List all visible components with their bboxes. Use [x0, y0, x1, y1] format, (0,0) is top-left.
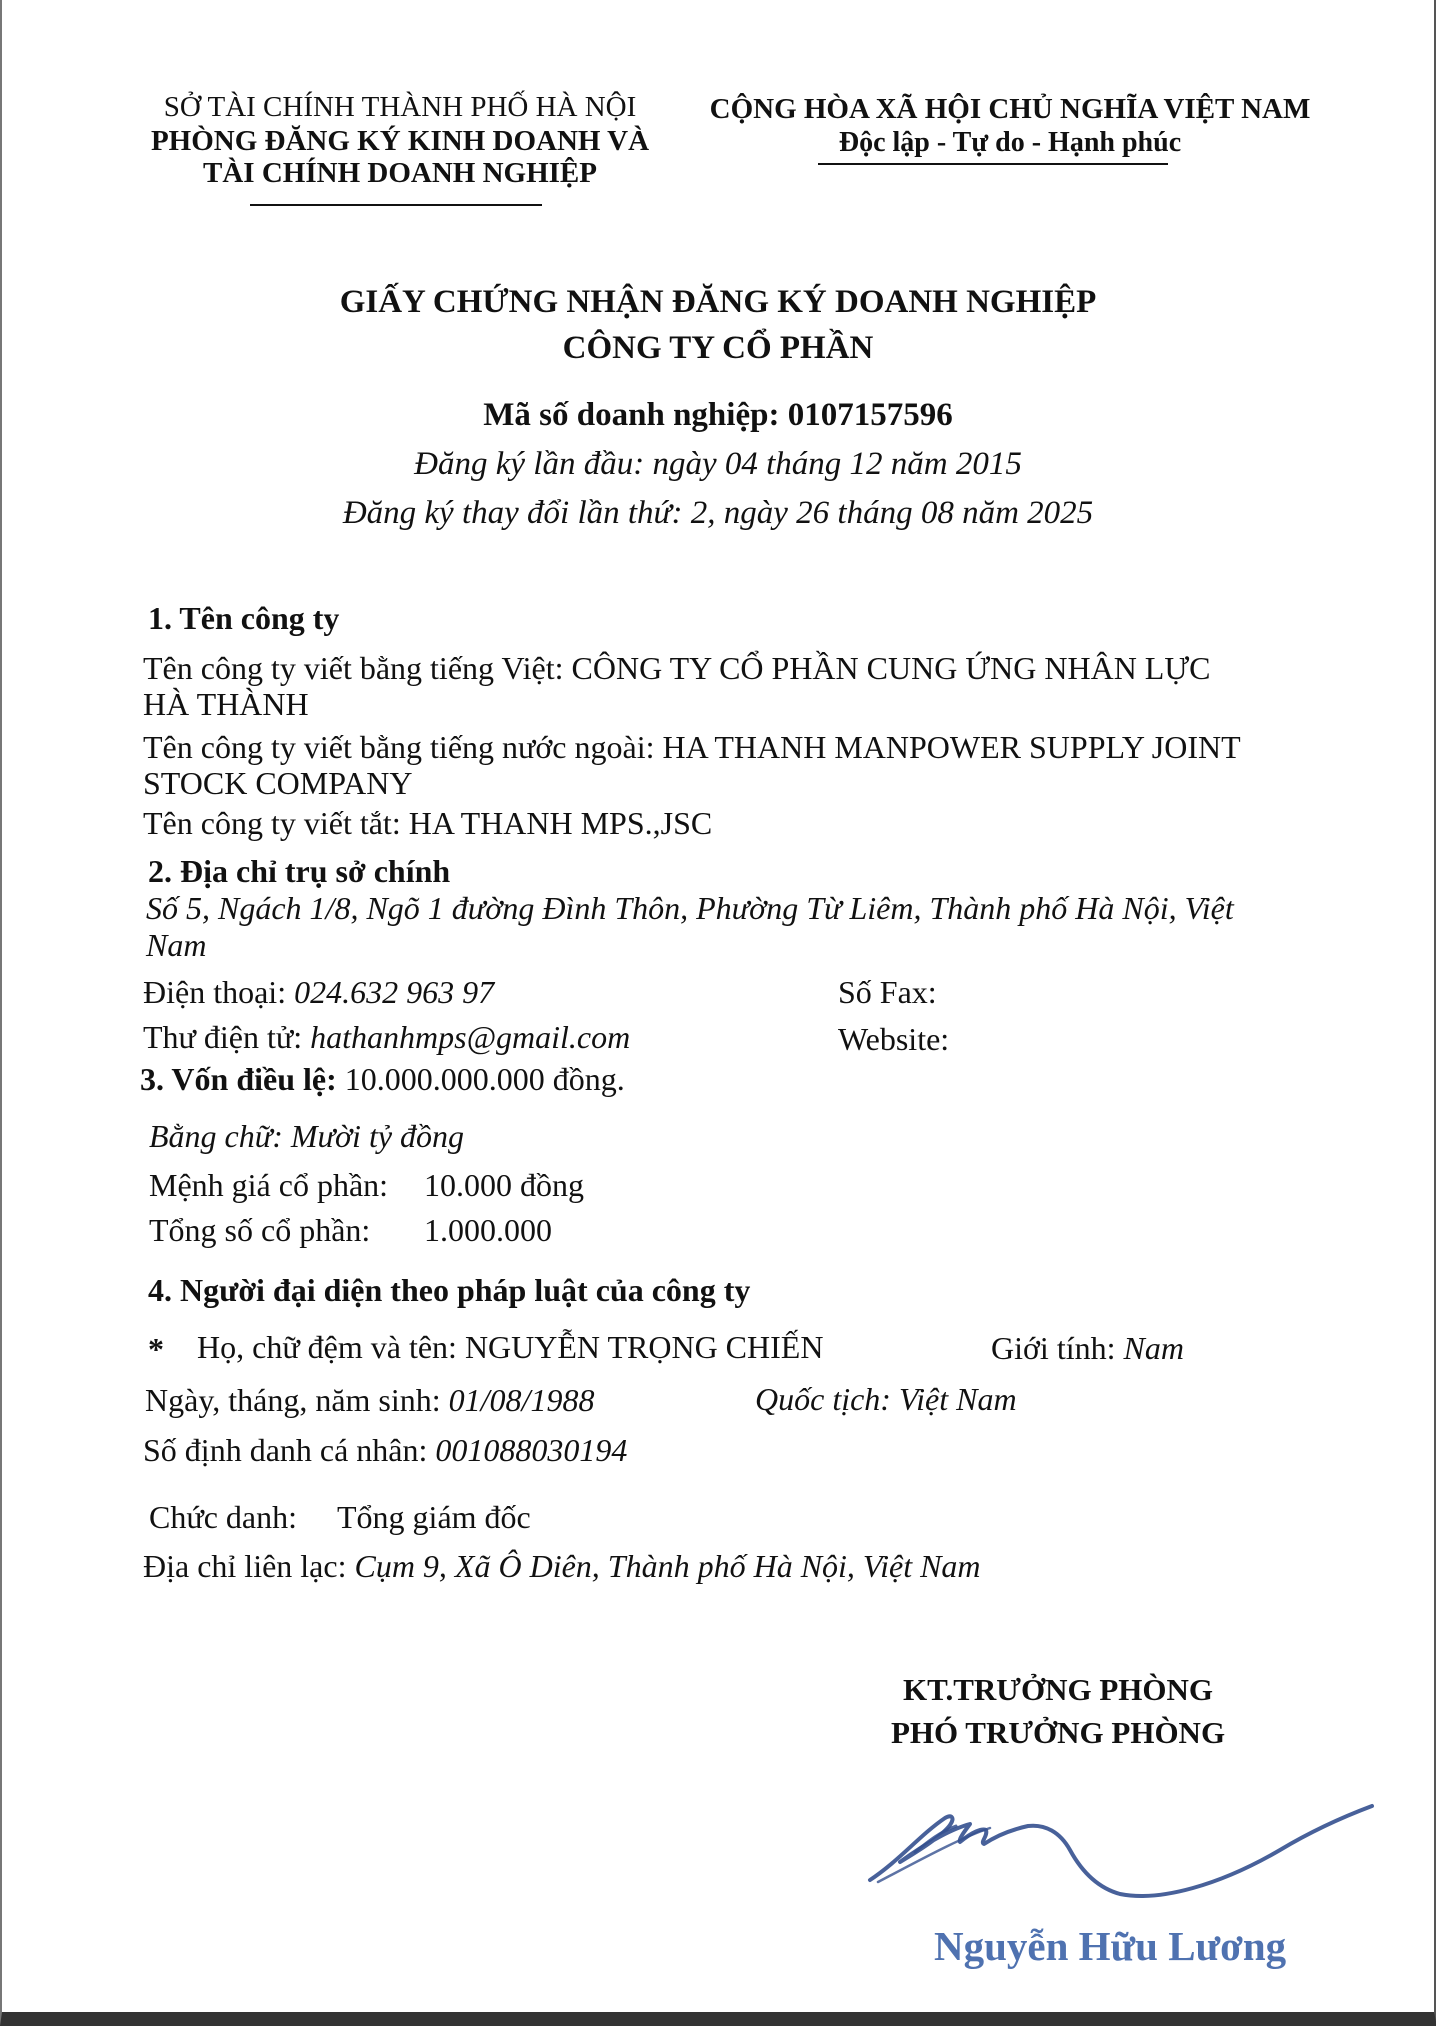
gender-value: Nam [1123, 1330, 1184, 1366]
issuer-department [140, 90, 660, 190]
personal-id-label: Số định danh cá nhân: [143, 1432, 436, 1468]
nationality: Quốc tịch: Việt Nam [755, 1381, 1017, 1417]
contact-address-value: Cụm 9, Xã Ô Diên, Thành phố Hà Nội, Việt Nam [354, 1548, 981, 1584]
gender-row [991, 1330, 1184, 1366]
position-label: Chức danh: [149, 1499, 297, 1535]
handwritten-signature [860, 1770, 1380, 1920]
section-1-heading: 1. Tên công ty [148, 600, 340, 636]
vietnamese-name-line-1: Tên công ty viết bằng tiếng Việt: CÔNG TY CỔ PHẦN CUNG ỨNG NHÂN LỰC [143, 650, 1211, 686]
document-subtitle: CÔNG TY CỔ PHẦN [562, 330, 874, 366]
charter-capital-value: 10.000.000.000 đồng. [336, 1061, 625, 1097]
capital-in-words: Bằng chữ: Mười tỷ đồng [149, 1118, 465, 1154]
document-title: GIẤY CHỨNG NHẬN ĐĂNG KÝ DOANH NGHIỆP [339, 284, 1097, 320]
motto-underline [818, 163, 1168, 165]
foreign-name-line-1: Tên công ty viết bằng tiếng nước ngoài: HA THANH MANPOWER SUPPLY JOINT [143, 729, 1241, 765]
phone-row [143, 974, 494, 1010]
issuer-line-2: PHÒNG ĐĂNG KÝ KINH DOANH VÀ [150, 125, 650, 157]
short-name: Tên công ty viết tắt: HA THANH MPS.,JSC [143, 805, 713, 841]
section-2-heading: 2. Địa chỉ trụ sở chính [148, 853, 451, 889]
vietnamese-name-line-2: HÀ THÀNH [143, 686, 309, 722]
personal-id-row [143, 1432, 627, 1468]
bullet-mark: * [148, 1331, 164, 1367]
head-office-address-line-1: Số 5, Ngách 1/8, Ngõ 1 đường Đình Thôn, Phường Từ Liêm, Thành phố Hà Nội, Việt [146, 890, 1234, 926]
fax-label: Số Fax: [838, 974, 937, 1010]
par-value-label: Mệnh giá cổ phần: [149, 1167, 389, 1203]
first-registration: Đăng ký lần đầu: ngày 04 tháng 12 năm 2015 [414, 446, 1022, 482]
signer-name: Nguyễn Hữu Lương [934, 1923, 1287, 1969]
enterprise-code: Mã số doanh nghiệp: 0107157596 [483, 397, 953, 433]
country-name: CỘNG HÒA XÃ HỘI CHỦ NGHĨA VIỆT NAM [709, 93, 1311, 125]
email-label: Thư điện tử: [143, 1019, 311, 1055]
issuer-line-3: TÀI CHÍNH DOANH NGHIỆP [203, 157, 597, 189]
change-registration: Đăng ký thay đổi lần thứ: 2, ngày 26 tháng 08 năm 2025 [342, 495, 1094, 531]
total-shares-value: 1.000.000 [424, 1212, 552, 1248]
email-row [143, 1019, 630, 1055]
national-header [690, 92, 1330, 160]
contact-address-label: Địa chỉ liên lạc: [143, 1548, 355, 1584]
representative-name: Họ, chữ đệm và tên: NGUYỄN TRỌNG CHIẾN [197, 1329, 824, 1365]
section-3-heading: 3. Vốn điều lệ: [140, 1061, 337, 1097]
dob-row [145, 1382, 594, 1418]
par-value: 10.000 đồng [424, 1167, 584, 1203]
gender-label: Giới tính: [991, 1330, 1124, 1366]
motto: Độc lập - Tự do - Hạnh phúc [838, 127, 1182, 158]
phone-label: Điện thoại: [143, 974, 295, 1010]
issuer-line-1: SỞ TÀI CHÍNH THÀNH PHỐ HÀ NỘI [163, 91, 637, 123]
charter-capital-row [140, 1061, 625, 1097]
phone-value: 024.632 963 97 [294, 974, 495, 1010]
dob-value: 01/08/1988 [448, 1382, 595, 1418]
website-label: Website: [838, 1021, 950, 1057]
personal-id-value: 001088030194 [435, 1432, 628, 1468]
position-value: Tổng giám đốc [337, 1499, 531, 1535]
total-shares-label: Tổng số cổ phần: [149, 1212, 371, 1248]
contact-address-row [143, 1548, 981, 1584]
signatory-title-2: PHÓ TRƯỞNG PHÒNG [890, 1715, 1226, 1750]
dob-label: Ngày, tháng, năm sinh: [145, 1382, 449, 1418]
signatory-title-1: KT.TRƯỞNG PHÒNG [903, 1672, 1213, 1707]
email-value: hathanhmps@gmail.com [310, 1019, 631, 1055]
head-office-address-line-2: Nam [146, 927, 207, 963]
issuer-underline [250, 204, 542, 206]
foreign-name-line-2: STOCK COMPANY [143, 765, 413, 801]
section-4-heading: 4. Người đại diện theo pháp luật của công ty [148, 1272, 751, 1308]
